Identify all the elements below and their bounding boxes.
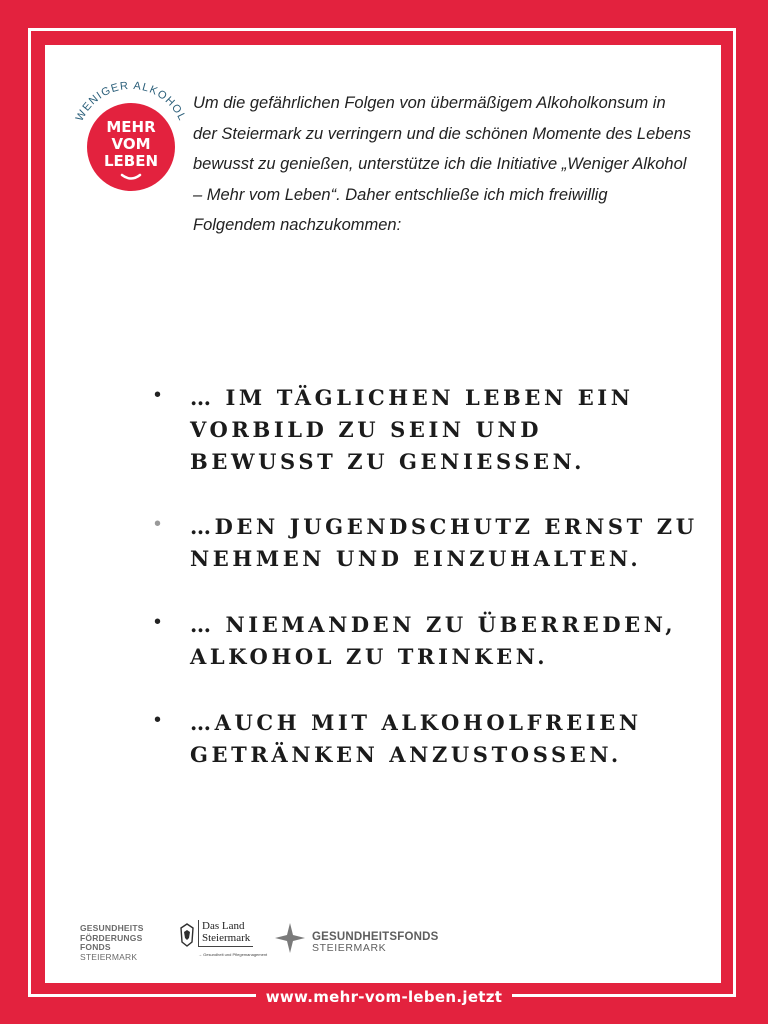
list-item: [154, 511, 730, 575]
pledge-text: … IM TÄGLICHEN LEBEN EIN VORBILD ZU SEIN UND BEWUSST ZU GENIESSEN.: [190, 385, 634, 474]
mehr-vom-leben-logo: [70, 76, 192, 198]
footer-logos: [80, 918, 480, 968]
gf-region: STEIERMARK: [312, 942, 387, 954]
land-line-2: Steiermark: [202, 932, 251, 944]
pledge-text: …AUCH MIT ALKOHOLFREIEN GETRÄNKEN ANZUSTOSSEN.: [190, 710, 642, 767]
logo-line-2: VOM: [111, 135, 151, 153]
logo-line-1: MEHR: [106, 118, 156, 136]
bullet-icon: •: [154, 611, 162, 633]
gf-name: GESUNDHEITSFONDS: [312, 931, 439, 943]
gesundheitsfoerderungsfonds-logo: GESUNDHEITS FÖRDERUNGS FONDS STEIERMARK: [80, 923, 144, 962]
pledge-list: [154, 382, 730, 805]
logo-line-3: LEBEN: [103, 152, 159, 170]
four-point-star-icon: [274, 922, 306, 954]
das-land-steiermark-logo: [178, 918, 268, 964]
list-item: [154, 707, 730, 771]
land-subtitle: → Gesundheit und Pflegemanagement: [198, 952, 268, 957]
bullet-icon: •: [154, 384, 162, 406]
land-line-1: Das Land: [202, 920, 245, 932]
pledge-text: …DEN JUGENDSCHUTZ ERNST ZU NEHMEN UND EINZUHALTEN.: [190, 514, 698, 571]
list-item: [154, 609, 730, 673]
intro-paragraph: Um die gefährlichen Folgen von übermäßigem Alkoholkonsum in der Steiermark zu verringern und die schönen Momente des Lebens bewusst zu genießen, unterstütze ich die Initiative „Weniger Alkohol – Mehr vom Leben“. Daher entschließe ich mich freiwillig Folgendem nachzukommen:: [193, 94, 692, 234]
gesundheitsfonds-logo: [274, 920, 494, 960]
bullet-icon: •: [154, 709, 162, 731]
website-url[interactable]: www.mehr-vom-leben.jetzt: [0, 988, 768, 1006]
pledge-text: … NIEMANDEN ZU ÜBERREDEN, ALKOHOL ZU TRINKEN.: [190, 612, 677, 669]
coat-of-arms-icon: [178, 922, 196, 948]
list-item: [154, 382, 730, 478]
bullet-icon: •: [154, 513, 162, 535]
logo-arc-text: WENIGER ALKOHOL: [73, 79, 189, 124]
